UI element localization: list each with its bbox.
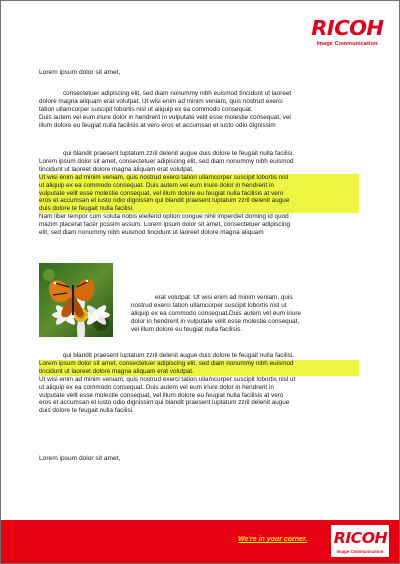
salutation: Lorem ipsum dolor sit amet, — [39, 69, 121, 76]
text-line: aliquip ex ea commodo consequat.Duis autem vel eum iriure — [131, 309, 301, 317]
paragraph-3 — [39, 352, 359, 415]
text-line: Duis autem vel eum iriure dolor in hendrerit in vulputate velit esse molestie consequat, vel — [39, 113, 291, 121]
text-line: eros et accumsan et iusto odio dignissim qui blandit praesent luptatum zzril delenit augue — [39, 197, 290, 205]
text-line: qui blandit praesent luptatum zzril delenit augue duis dolore te feugait nulla facilisi. — [63, 352, 294, 359]
text-line: ut aliquip ex ea commodo consequat. Duis autem vel eum iriure dolor in hendrerit in — [39, 383, 274, 391]
text-line: Nam liber tempor cum soluta nobis eleifend option congue nihil imperdiet doming id quod — [39, 213, 289, 221]
footer-band — [1, 520, 399, 563]
text-line: tation ullamcorper suscipit lobortis nisl ut aliquip ex ea commodo consequat. — [39, 105, 253, 113]
paragraph-1 — [39, 90, 359, 130]
logo-tagline: Image Communication — [336, 549, 384, 554]
text-line: duis dolore te feugait nulla facilisi. — [39, 205, 134, 213]
text-line: erat volutpat. Ut wisi enim ad minim veniam, quis — [155, 294, 293, 301]
wrapped-paragraph — [131, 294, 358, 334]
logo-wordmark: RICOH — [310, 16, 384, 40]
text-line: Ut wisi enim ad minim veniam, quis nostrud exerci tation ullamcorper suscipit lobortis nisl — [39, 173, 289, 181]
highlighted-block-1 — [39, 174, 359, 214]
footer-slogan: We're in your corner. — [238, 536, 308, 543]
text-line: dolore magna aliquam erat volutpat. Ut wisi enim ad minim veniam, quis nostrud exerci — [39, 97, 283, 105]
text-line: nostrud exerci tation ullamcorper suscipit lobortis nisl ut — [131, 301, 287, 309]
butterfly-on-daisy-image — [39, 263, 113, 337]
ricoh-logo-header — [307, 18, 387, 47]
text-line: eros et accumsan et iusto odio dignissim qui blandit praesent luptatum zzril delenit augue — [39, 399, 290, 407]
text-line: tincidunt ut laoreet dolore magna aliquam erat volutpat. — [39, 165, 194, 173]
text-line: vel illum dolore eu feugiat nulla facilisis. — [131, 325, 243, 333]
paragraph-2 — [39, 150, 359, 237]
text-line: elit, sed diam nonummy nibh euismod tincidunt ut laoreet dolore magna aliquam — [39, 229, 264, 237]
text-line: mazim placerat facer possim assum. Lorem ipsum dolor sit amet, consectetuer adipiscing — [39, 221, 291, 229]
text-line: illum dolore eu feugiat nulla facilisis at vero eros et accumsan et iusto odio dignissim — [39, 121, 276, 129]
ricoh-logo-footer — [331, 525, 389, 557]
text-line: dolor in hendrerit in vulputate velit esse molestie consequat, — [131, 317, 300, 325]
closing-line: Lorem ipsum dolor sit amet, — [39, 455, 121, 462]
text-line: vulputate velit esse molestie consequat, vel illum dolore eu feugiat nulla facilisis at vero — [39, 391, 284, 399]
logo-wordmark: RICOH — [333, 529, 387, 547]
text-line: duis dolore te feugait nulla facilisi. — [39, 407, 134, 415]
text-line: consectetuer adipiscing elit, sed diam nonummy nibh euismod tincidunt ut laoreet — [63, 90, 292, 97]
highlighted-block-2 — [39, 360, 359, 376]
text-line: tincidunt ut laoreet dolore magna aliquam erat volutpat. — [39, 367, 194, 375]
text-line: vulputate velit esse molestie consequat, vel illum dolore eu feugiat nulla facilisis at vero — [39, 189, 284, 197]
text-line: Lorem ipsum dolor sit amet, consectetuer adipiscing elit, sed diam nonummy nibh euismod — [39, 157, 294, 165]
text-line: ut aliquip ex ea commodo consequat. Duis autem vel eum iriure dolor in hendrerit in — [39, 181, 274, 189]
text-line: qui blandit praesent luptatum zzril delenit augue duis dolore te feugait nulla facilisi. — [63, 150, 294, 157]
text-line: Ut wisi enim ad minim veniam, quis nostrud exerci tation ullamcorper suscipit lobortis nisl ut — [39, 375, 296, 383]
logo-tagline: Image Communication — [316, 41, 378, 47]
text-line: Lorem ipsum dolor sit amet, consectetuer adipiscing elit, sed diam nonummy nibh euismod — [39, 359, 294, 367]
